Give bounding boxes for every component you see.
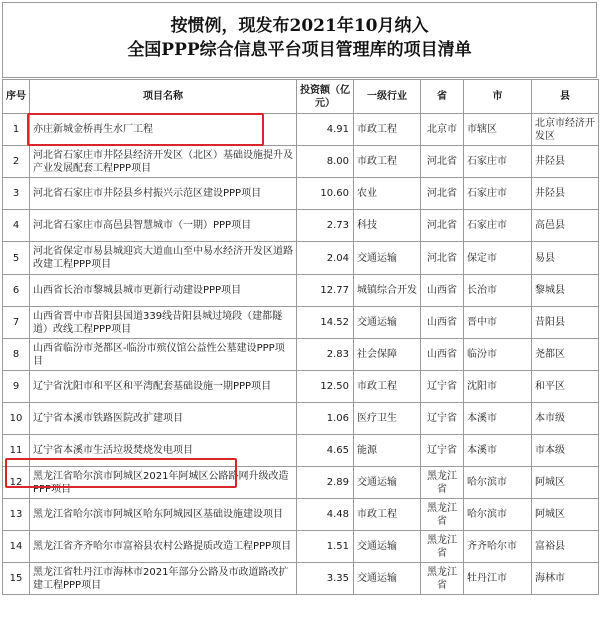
title-line-2: 全国PPP综合信息平台项目管理库的项目清单: [127, 40, 472, 60]
cell-county: 高邑县: [532, 210, 599, 242]
cell-province: 黑龙江省: [421, 563, 464, 595]
table-row: [3, 563, 599, 595]
cell-no: 13: [3, 499, 30, 531]
cell-city: 石家庄市: [464, 146, 532, 178]
cell-county: 井陉县: [532, 146, 599, 178]
cell-city: 哈尔滨市: [464, 499, 532, 531]
cell-name: 黑龙江省牡丹江市海林市2021年部分公路及市政道路改扩建工程PPP项目: [30, 563, 297, 595]
cell-city: 齐齐哈尔市: [464, 531, 532, 563]
cell-name: 辽宁省本溪市铁路医院改扩建项目: [30, 403, 297, 435]
cell-province: 黑龙江省: [421, 531, 464, 563]
cell-province: 河北省: [421, 146, 464, 178]
cell-county: 市本级: [532, 435, 599, 467]
cell-no: 12: [3, 467, 30, 499]
table-row: [3, 242, 599, 275]
cell-no: 6: [3, 275, 30, 307]
table-row: [3, 178, 599, 210]
cell-invest: 10.60: [297, 178, 354, 210]
title-line-1: 按惯例，现发布2021年10月纳入: [170, 16, 429, 36]
cell-invest: 8.00: [297, 146, 354, 178]
cell-county: 尧都区: [532, 339, 599, 371]
cell-city: 长治市: [464, 275, 532, 307]
cell-industry: 市政工程: [354, 371, 421, 403]
cell-invest: 14.52: [297, 307, 354, 339]
cell-name: 河北省石家庄市高邑县智慧城市（一期）PPP项目: [30, 210, 297, 242]
table-row: [3, 435, 599, 467]
cell-province: 山西省: [421, 275, 464, 307]
cell-invest: 2.73: [297, 210, 354, 242]
cell-city: 石家庄市: [464, 210, 532, 242]
table-body: [3, 114, 599, 595]
cell-no: 1: [3, 114, 30, 146]
cell-no: 10: [3, 403, 30, 435]
cell-industry: 城镇综合开发: [354, 275, 421, 307]
cell-city: 本溪市: [464, 435, 532, 467]
header-row: [3, 80, 599, 114]
table-row: [3, 403, 599, 435]
cell-invest: 4.91: [297, 114, 354, 146]
cell-province: 河北省: [421, 210, 464, 242]
cell-city: 保定市: [464, 242, 532, 275]
table-row: [3, 114, 599, 146]
cell-industry: 交通运输: [354, 467, 421, 499]
table-row: [3, 307, 599, 339]
cell-invest: 12.77: [297, 275, 354, 307]
cell-industry: 交通运输: [354, 307, 421, 339]
table-row: [3, 531, 599, 563]
cell-industry: 市政工程: [354, 499, 421, 531]
cell-province: 辽宁省: [421, 435, 464, 467]
cell-county: 本市级: [532, 403, 599, 435]
table-row: [3, 371, 599, 403]
cell-industry: 医疗卫生: [354, 403, 421, 435]
cell-province: 河北省: [421, 178, 464, 210]
cell-invest: 12.50: [297, 371, 354, 403]
cell-invest: 4.65: [297, 435, 354, 467]
cell-city: 本溪市: [464, 403, 532, 435]
cell-industry: 农业: [354, 178, 421, 210]
cell-no: 4: [3, 210, 30, 242]
cell-name: 黑龙江省齐齐哈尔市富裕县农村公路提质改造工程PPP项目: [30, 531, 297, 563]
header-name: 项目名称: [30, 80, 297, 114]
cell-province: 黑龙江省: [421, 499, 464, 531]
table-row: [3, 146, 599, 178]
cell-name: 山西省临汾市尧都区-临汾市殡仪馆公益性公墓建设PPP项目: [30, 339, 297, 371]
cell-city: 沈阳市: [464, 371, 532, 403]
cell-no: 9: [3, 371, 30, 403]
cell-name: 辽宁省沈阳市和平区和平湾配套基础设施一期PPP项目: [30, 371, 297, 403]
cell-invest: 1.06: [297, 403, 354, 435]
cell-county: 易县: [532, 242, 599, 275]
cell-county: 阿城区: [532, 467, 599, 499]
cell-city: 石家庄市: [464, 178, 532, 210]
cell-invest: 4.48: [297, 499, 354, 531]
cell-province: 山西省: [421, 339, 464, 371]
cell-invest: 2.89: [297, 467, 354, 499]
cell-city: 临汾市: [464, 339, 532, 371]
cell-no: 15: [3, 563, 30, 595]
cell-industry: 社会保障: [354, 339, 421, 371]
table-row: [3, 339, 599, 371]
cell-name: 河北省石家庄市井陉县乡村振兴示范区建设PPP项目: [30, 178, 297, 210]
cell-city: 市辖区: [464, 114, 532, 146]
cell-name: 河北省保定市易县城迎宾大道血山至中易水经济开发区道路改建工程PPP项目: [30, 242, 297, 275]
cell-name: 山西省长治市黎城县城市更新行动建设PPP项目: [30, 275, 297, 307]
title-box: [2, 2, 597, 78]
cell-city: 牡丹江市: [464, 563, 532, 595]
cell-industry: 科技: [354, 210, 421, 242]
cell-no: 5: [3, 242, 30, 275]
table-row: [3, 499, 599, 531]
table-row: [3, 467, 599, 499]
cell-city: 晋中市: [464, 307, 532, 339]
cell-county: 和平区: [532, 371, 599, 403]
cell-county: 黎城县: [532, 275, 599, 307]
cell-county: 阿城区: [532, 499, 599, 531]
cell-name: 辽宁省本溪市生活垃圾焚烧发电项目: [30, 435, 297, 467]
header-county: 县: [532, 80, 599, 114]
header-industry: 一级行业: [354, 80, 421, 114]
cell-county: 井陉县: [532, 178, 599, 210]
cell-county: 富裕县: [532, 531, 599, 563]
cell-industry: 市政工程: [354, 146, 421, 178]
cell-no: 8: [3, 339, 30, 371]
cell-invest: 3.35: [297, 563, 354, 595]
cell-no: 11: [3, 435, 30, 467]
cell-industry: 交通运输: [354, 242, 421, 275]
header-no: 序号: [3, 80, 30, 114]
cell-invest: 2.83: [297, 339, 354, 371]
cell-name: 黑龙江省哈尔滨市阿城区哈东阿城园区基础设施建设项目: [30, 499, 297, 531]
cell-province: 辽宁省: [421, 403, 464, 435]
cell-province: 河北省: [421, 242, 464, 275]
header-province: 省: [421, 80, 464, 114]
cell-invest: 1.51: [297, 531, 354, 563]
cell-name: 河北省石家庄市井陉县经济开发区（北区）基础设施提升及产业发展配套工程PPP项目: [30, 146, 297, 178]
cell-industry: 交通运输: [354, 563, 421, 595]
header-city: 市: [464, 80, 532, 114]
table-row: [3, 275, 599, 307]
cell-industry: 交通运输: [354, 531, 421, 563]
cell-industry: 市政工程: [354, 114, 421, 146]
project-table: [2, 79, 599, 595]
cell-name: 山西省晋中市昔阳县国道339线昔阳县城过境段（建都隧道）改线工程PPP项目: [30, 307, 297, 339]
cell-county: 海林市: [532, 563, 599, 595]
header-invest: 投资额（亿元）: [297, 80, 354, 114]
cell-no: 2: [3, 146, 30, 178]
cell-invest: 2.04: [297, 242, 354, 275]
cell-county: 北京市经济开发区: [532, 114, 599, 146]
cell-county: 昔阳县: [532, 307, 599, 339]
cell-province: 辽宁省: [421, 371, 464, 403]
cell-no: 14: [3, 531, 30, 563]
table-row: [3, 210, 599, 242]
cell-no: 3: [3, 178, 30, 210]
cell-no: 7: [3, 307, 30, 339]
cell-name: 黑龙江省哈尔滨市阿城区2021年阿城区公路路网升级改造PPP项目: [30, 467, 297, 499]
cell-province: 北京市: [421, 114, 464, 146]
cell-province: 黑龙江省: [421, 467, 464, 499]
cell-industry: 能源: [354, 435, 421, 467]
cell-city: 哈尔滨市: [464, 467, 532, 499]
cell-province: 山西省: [421, 307, 464, 339]
cell-name: 亦庄新城金桥再生水厂工程: [30, 114, 297, 146]
